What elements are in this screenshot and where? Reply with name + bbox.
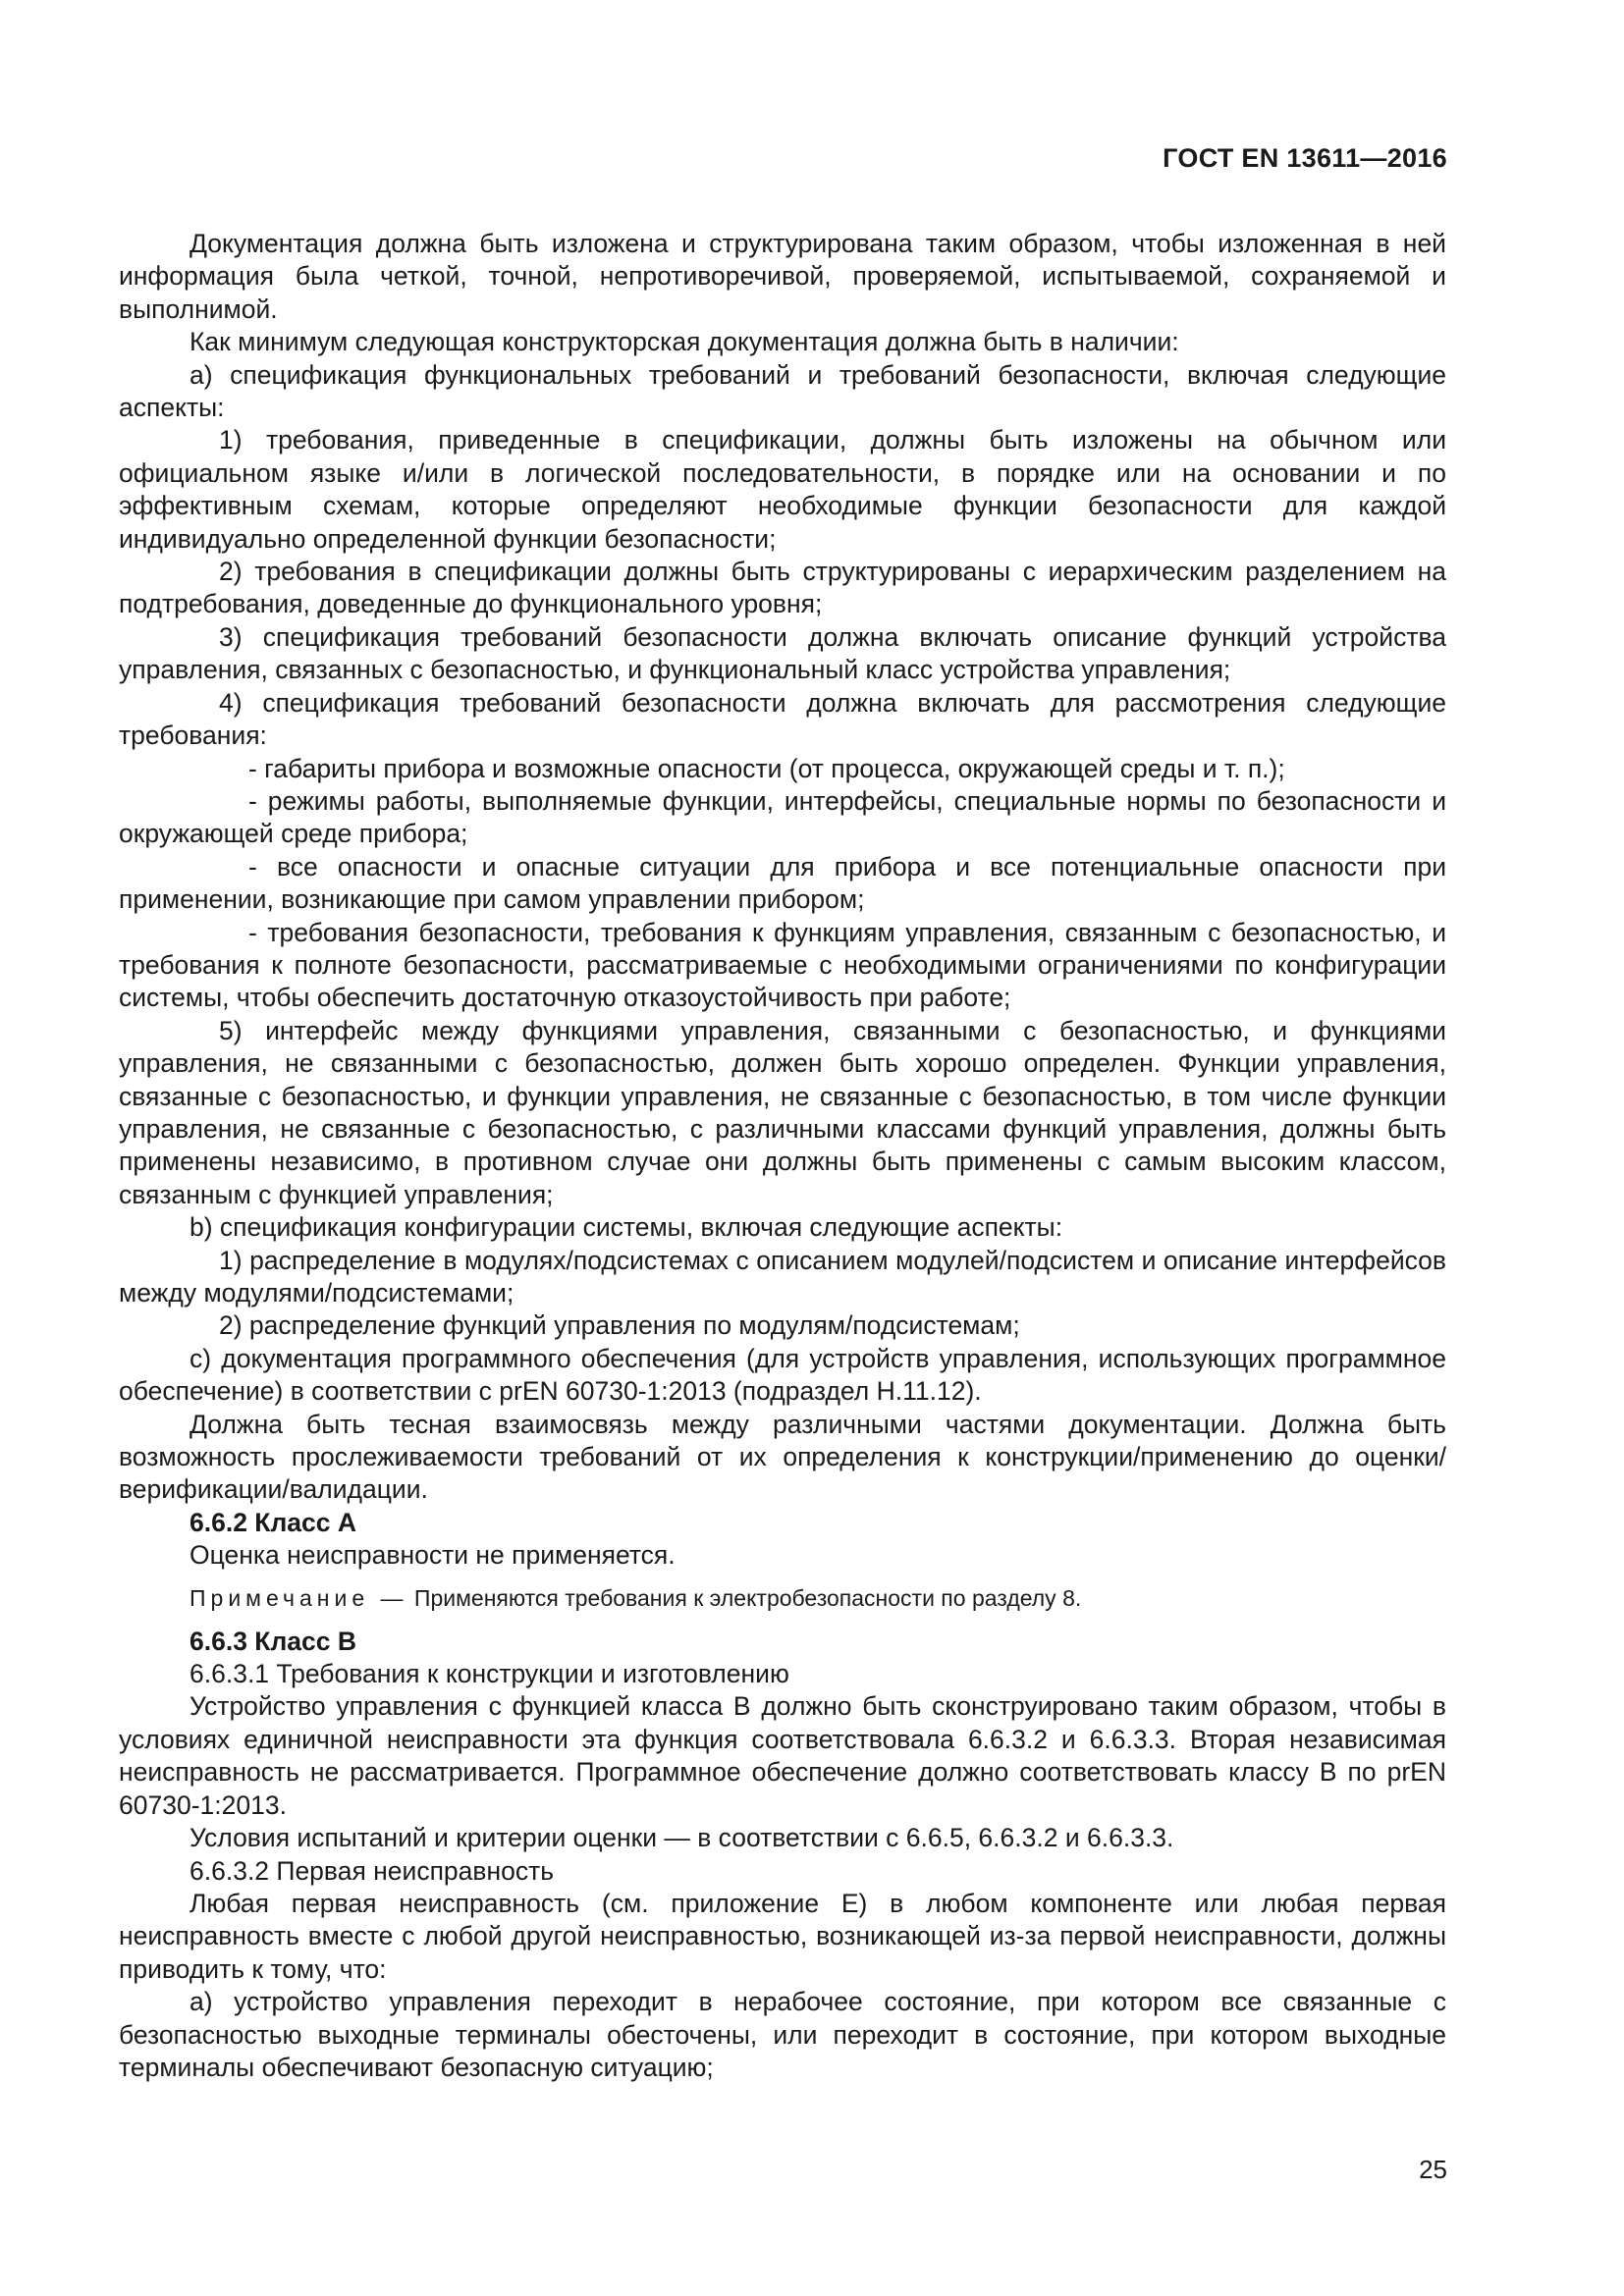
list-item-b1: 1) распределение в модулях/подсистемах с описанием модулей/подсистем и описание интерфейсов между модулями/подсистемами; [119,1245,1446,1308]
paragraph: Оценка неисправности не применяется. [189,1540,676,1571]
section-heading-6-6-2: 6.6.2 Класс A [189,1507,357,1537]
standard-designation: ГОСТ EN 13611—2016 [1163,143,1447,173]
paragraph: Документация должна быть изложена и структурирована таким образом, чтобы изложенная в ней информация была четкой, точной, непротиворечивой, проверяемой, испытываемой, сохраняемой и выполнимой. [119,229,1446,324]
note [119,1582,1446,1614]
list-item-b: b) спецификация конфигурации системы, включая следующие аспекты: [189,1212,1063,1243]
paragraph: Условия испытаний и критерии оценки — в соответствии с 6.6.5, 6.6.3.2 и 6.6.3.3. [189,1823,1174,1853]
list-item-a4: 4) спецификация требований безопасности должна включать для рассмотрения следующие требования: [119,687,1446,751]
list-item-c: c) документация программного обеспечения (для устройств управления, использующих программное обеспечение) в соответствии с prEN 60730-1:2013 (подраздел H.11.12). [119,1343,1446,1407]
note-text: Применяются требования к электробезопасности по разделу 8. [413,1584,1082,1611]
page-body [119,228,1446,2084]
page-number: 25 [1419,2155,1447,2184]
list-item-a5: 5) интерфейс между функциями управления, связанными с безопасностью, и функциями управления, не связанными с безопасностью, должен быть хорошо определен. Функции управления, связанные с безопасностью, и функции управления, не связанные с безопасностью, в том числе функции управления, не связанные с безопасностью, с различными классами функций управления, должны быть применены независимо, в противном случае они должны быть применены с самым высоким классом, связанным с функцией управления; [119,1015,1446,1209]
list-item-b2: 2) распределение функций управления по модулям/подсистемам; [219,1310,1020,1341]
list-item-a3: 3) спецификация требований безопасности должна включать описание функций устройства управления, связанных с безопасностью, и функциональный класс устройства управления; [119,621,1446,685]
subsection-heading-6-6-3-2: 6.6.3.2 Первая неисправность [189,1855,555,1886]
list-item-a2: 2) требования в спецификации должны быть структурированы с иерархическим разделением на подтребования, доведенные до функционального уровня; [119,557,1446,619]
note-label: Примечание — [189,1584,408,1611]
list-item-a: a) спецификация функциональных требований и требований безопасности, включая следующие аспекты: [119,359,1446,423]
dash-item: - режимы работы, выполняемые функции, интерфейсы, специальные нормы по безопасности и окружающей среде прибора; [119,785,1446,849]
list-item-a1: 1) требования, приведенные в спецификации, должны быть изложены на обычном или официальном языке и/или в логической последовательности, в порядке или на основании и по эффективным схемам, которые определяют необходимые функции безопасности для каждой индивидуально определенной функции безопасности; [119,425,1446,554]
dash-item: - габариты прибора и возможные опасности (от процесса, окружающей среды и т. п.); [248,753,1285,783]
dash-item: - требования безопасности, требования к функциям управления, связанным с безопасностью, и требования к полноте безопасности, рассматриваемые с необходимыми ограничениями по конфигурации системы, чтобы обеспечить достаточную отказоустойчивость при работе; [119,917,1446,1013]
section-heading-6-6-3: 6.6.3 Класс B [189,1626,357,1656]
dash-item: - все опасности и опасные ситуации для прибора и все потенциальные опасности при применении, возникающие при самом управлении прибором; [119,851,1446,915]
paragraph: Должна быть тесная взаимосвязь между различными частями документации. Должна быть возможность прослеживаемости требований от их определения к конструкции/применению до оценки/верификации/валидации. [119,1409,1446,1505]
paragraph: Как минимум следующая конструкторская документация должна быть в наличии: [189,327,1179,357]
paragraph: Любая первая неисправность (см. приложение E) в любом компоненте или любая первая неисправность вместе с любой другой неисправностью, возникающей из-за первой неисправности, должны приводить к тому, что: [119,1888,1446,1984]
subsection-heading-6-6-3-1: 6.6.3.1 Требования к конструкции и изготовлению [189,1659,789,1689]
list-item-a: a) устройство управления переходит в нерабочее состояние, при котором все связанные с безопасностью выходные терминалы обесточены, или переходит в состояние, при котором выходные терминалы обеспечивают безопасную ситуацию; [119,1987,1446,2082]
paragraph: Устройство управления с функцией класса B должно быть сконструировано таким образом, чтобы в условиях единичной неисправности эта функция соответствовала 6.6.3.2 и 6.6.3.3. Вторая независимая неисправность не рассматривается. Программное обеспечение должно соответствовать классу B по prEN 60730-1:2013. [119,1691,1446,1820]
